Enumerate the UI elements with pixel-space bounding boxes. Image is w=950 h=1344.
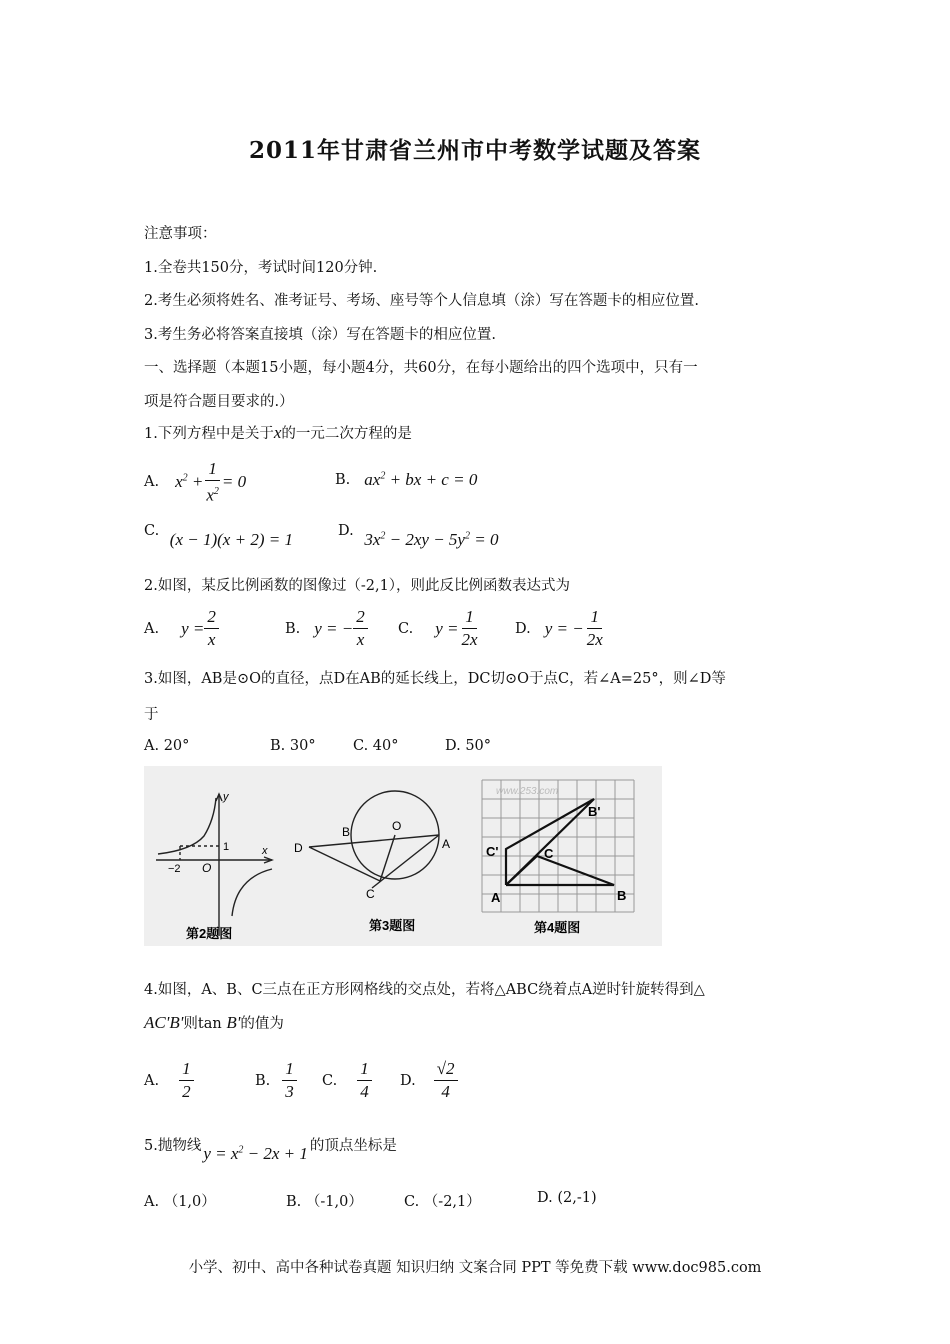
footer-text: 小学、初中、高中各种试卷真题 知识归纳 文案合同 PPT 等免费下载 www.doc985.com: [188, 1260, 762, 1276]
section-heading-line2: 项是符合题目要求的.）: [144, 394, 294, 410]
q2-option-a: A. y = $\frac{2}{x}$: [144, 606, 219, 651]
fig3-label-b: B: [342, 825, 351, 839]
fig2-x-label: x: [262, 845, 268, 857]
q3-stem-line2: 于: [144, 707, 159, 723]
q3-option-c: C. 40°: [353, 738, 399, 754]
fig2-y-label: y: [223, 791, 229, 803]
section-heading-line1: 一、选择题（本题15小题，每小题4分，共60分，在每小题给出的四个选项中，只有一: [144, 360, 698, 376]
fig3-label-c: C: [366, 887, 375, 901]
fig4-label-a: A: [491, 890, 501, 905]
q3-stem-line1: 3.如图，AB是⊙O的直径，点D在AB的延长线上，DC切⊙O于点C，若∠A=25°，则∠D等: [144, 671, 726, 687]
note-item-1: 1.全卷共150分，考试时间120分钟.: [144, 260, 378, 276]
fig3-graph: [309, 791, 439, 888]
q2-option-d: D. y = − $\frac{1}{2x}$: [515, 607, 603, 649]
q1-option-a: A. $x^2$ + $\frac{1}{x^2}$ = 0: [144, 459, 247, 505]
note-item-3: 3.考生务必将答案直接填（涂）写在答题卡的相应位置.: [144, 327, 496, 343]
q5-stem: 5.抛物线 $y = x^2 - 2x + 1$ 的顶点坐标是: [144, 1138, 397, 1163]
q3-option-b: B. 30°: [270, 738, 316, 754]
q4-option-b: B. $\frac{1}{3}$: [255, 1058, 297, 1103]
q1-option-b: B. $ax^2$ + bx + c = 0: [335, 470, 478, 489]
fig2-tick-x: −2: [168, 863, 181, 875]
notes-heading: 注意事项：: [144, 226, 217, 242]
q5-option-b: B. （-1,0）: [286, 1194, 363, 1210]
q5-option-d: D. (2,-1): [537, 1190, 597, 1206]
fig4-label-bprime: B': [588, 804, 601, 819]
fig3-label-o: O: [392, 819, 402, 833]
q4-stem-line1: 4.如图，A、B、C三点在正方形网格线的交点处，若将△ABC绕着点A逆时针旋转得到△: [144, 982, 705, 998]
fig3-label-d: D: [294, 841, 303, 855]
q4-option-c: C. $\frac{1}{4}$: [322, 1058, 372, 1103]
fig4-label-b: B: [617, 888, 627, 903]
q3-option-d: D. 50°: [445, 738, 492, 754]
fig3-label-a: A: [442, 837, 451, 851]
fig4-grid: [482, 780, 634, 912]
q4-stem-line2: AC'B'则tan B'的值为: [144, 1013, 284, 1032]
q4-option-a: A. $\frac{1}{2}$: [144, 1058, 194, 1103]
q2-option-b: B. y = − $\frac{2}{x}$: [285, 606, 368, 651]
fig4-label-c: C: [544, 846, 554, 861]
fig3-caption: 第3题图: [369, 918, 416, 933]
fig2-origin: O: [202, 861, 212, 875]
fig4-label-cprime: C': [486, 844, 499, 859]
q1-option-d: D. $3x^2 - 2xy - 5y^2 = 0$: [338, 523, 499, 549]
fig4-watermark: www.253.com: [496, 786, 559, 797]
q5-option-c: C. （-2,1）: [404, 1194, 481, 1210]
q2-stem: 2.如图，某反比例函数的图像过（-2,1），则此反比例函数表达式为: [144, 578, 571, 594]
fig2-tick-y: 1: [223, 841, 230, 853]
q2-option-c: C. y = $\frac{1}{2x}$: [398, 607, 478, 649]
q1-stem: 1.下列方程中是关于x的一元二次方程的是: [144, 423, 412, 442]
note-item-2: 2.考生必须将姓名、准考证号、考场、座号等个人信息填（涂）写在答题卡的相应位置.: [144, 293, 699, 309]
q3-option-a: A. 20°: [144, 738, 190, 754]
figure-strip: [144, 766, 662, 946]
q1-option-c: C. (x − 1)(x + 2) = 1: [144, 523, 293, 549]
q4-option-d: D. $\frac{√2}{4}$: [400, 1058, 458, 1103]
q5-option-a: A. （1,0）: [144, 1194, 216, 1210]
fig4-caption: 第4题图: [534, 920, 581, 935]
page-title: 2011年甘肃省兰州市中考数学试题及答案: [248, 137, 701, 164]
fig2-caption: 第2题图: [186, 926, 233, 941]
